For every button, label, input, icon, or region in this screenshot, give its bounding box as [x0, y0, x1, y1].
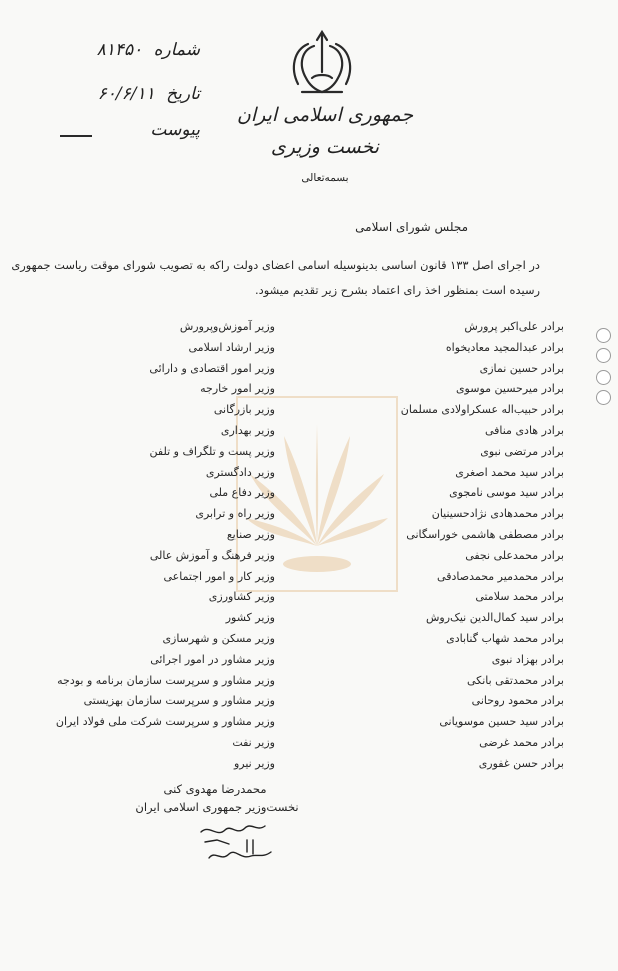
minister-post: وزیر کشاورزی [208, 590, 275, 604]
org-country: جمهوری اسلامی ایران [236, 104, 414, 126]
minister-name: برادر سید کمال‌الدین نیک‌روش [425, 611, 564, 625]
minister-post: وزیر کار و امور اجتماعی [163, 569, 275, 583]
minister-post: وزیر ارشاد اسلامی [188, 340, 275, 354]
minister-post: وزیر مشاور و سرپرست شرکت ملی فولاد ایران [55, 715, 275, 729]
minister-name: برادر عبدالمجید معادیخواه [445, 340, 564, 354]
body-line-1: در اجرای اصل ۱۳۳ قانون اساسی بدینوسیله اسامی اعضای دولت راکه به تصویب شورای موقت ریاست جمهوری [11, 258, 540, 272]
minister-post: وزیر مشاور در امور اجرائی [150, 652, 275, 666]
minister-name: برادر سید حسین موسویانی [439, 715, 564, 729]
minister-post: وزیر کشور [225, 611, 275, 625]
minister-name: برادر محمدهادی نژادحسینیان [431, 507, 564, 521]
number-label: شماره [153, 40, 200, 60]
body-line-2: رسیده است بمنظور اخذ رای اعتماد بشرح زیر تقدیم میشود. [255, 283, 540, 297]
punch-hole [596, 348, 611, 363]
attachment-dash [60, 135, 92, 137]
minister-post: وزیر راه و ترابری [195, 507, 275, 521]
date-label: تاریخ [166, 84, 200, 104]
letter-number [50, 40, 200, 60]
minister-post: وزیر امور اقتصادی و دارائی [149, 361, 275, 375]
minister-name: برادر بهزاد نبوی [491, 652, 564, 666]
minister-post: وزیر بهداری [220, 424, 275, 437]
minister-name: برادر محمد شهاب گنابادی [446, 632, 564, 645]
minister-name: برادر مصطفی هاشمی خوراسگانی [406, 528, 564, 541]
minister-post: وزیر مشاور و سرپرست سازمان بهزیستی [83, 694, 275, 708]
date-value: ۶۰/۶/۱۱ [97, 84, 155, 104]
minister-name: برادر حبیب‌اله عسکراولادی مسلمان [400, 403, 564, 417]
minister-name: برادر حسین نمازی [479, 361, 564, 375]
minister-name: برادر سید موسی نامجوی [449, 486, 564, 500]
addressee: مجلس شورای اسلامی [355, 220, 468, 234]
number-value: ۸۱۴۵۰ [96, 40, 143, 60]
org-office: نخست وزیری [270, 136, 380, 158]
minister-name: برادر محمدتقی بانکی [466, 673, 564, 687]
minister-post: وزیر نفت [232, 736, 275, 749]
minister-post: وزیر فرهنگ و آموزش عالی [149, 548, 275, 562]
minister-name: برادر محمد سلامتی [475, 590, 564, 604]
minister-post: وزیر دفاع ملی [209, 486, 275, 500]
minister-post: وزیر امور خارجه [200, 382, 275, 396]
minister-post: وزیر بازرگانی [213, 403, 275, 417]
minister-name: برادر محمد غرضی [479, 736, 564, 749]
invocation: بسمه‌تعالی [301, 172, 349, 184]
punch-hole [596, 370, 611, 385]
handwritten-signature [195, 818, 285, 868]
minister-name: برادر محمدمیر محمدصادقی [437, 569, 564, 583]
minister-name: برادر هادی منافی [484, 424, 564, 437]
minister-post: وزیر پست و تلگراف و تلفن [149, 444, 275, 458]
signatory-title: نخست‌وزیر جمهوری اسلامی ایران [135, 800, 299, 814]
minister-name: برادر میرحسین موسوی [455, 382, 564, 396]
minister-name: برادر مرتضی نبوی [480, 444, 564, 458]
minister-name: برادر علی‌اکبر پرورش [464, 320, 564, 333]
attachment-label: پیوست [150, 120, 200, 140]
minister-name: برادر محمدعلی نجفی [465, 548, 564, 562]
iran-emblem-icon [284, 28, 360, 104]
minister-post: وزیر دادگستری [205, 465, 275, 479]
minister-post: وزیر آموزش‌وپرورش [179, 320, 275, 333]
minister-post: وزیر مشاور و سرپرست سازمان برنامه و بودجه [57, 673, 275, 687]
minister-name: برادر سید محمد اصغری [455, 465, 564, 479]
minister-post: وزیر نیرو [233, 756, 275, 770]
signatory-name: محمدرضا مهدوی کنی [163, 782, 267, 796]
letter-attachment [50, 120, 200, 140]
letter-date [50, 84, 200, 104]
punch-hole [596, 328, 611, 343]
minister-name: برادر محمود روحانی [471, 694, 564, 708]
minister-post: وزیر مسکن و شهرسازی [162, 632, 275, 645]
minister-name: برادر حسن غفوری [478, 756, 564, 770]
minister-post: وزیر صنایع [226, 528, 275, 541]
punch-hole [596, 390, 611, 405]
